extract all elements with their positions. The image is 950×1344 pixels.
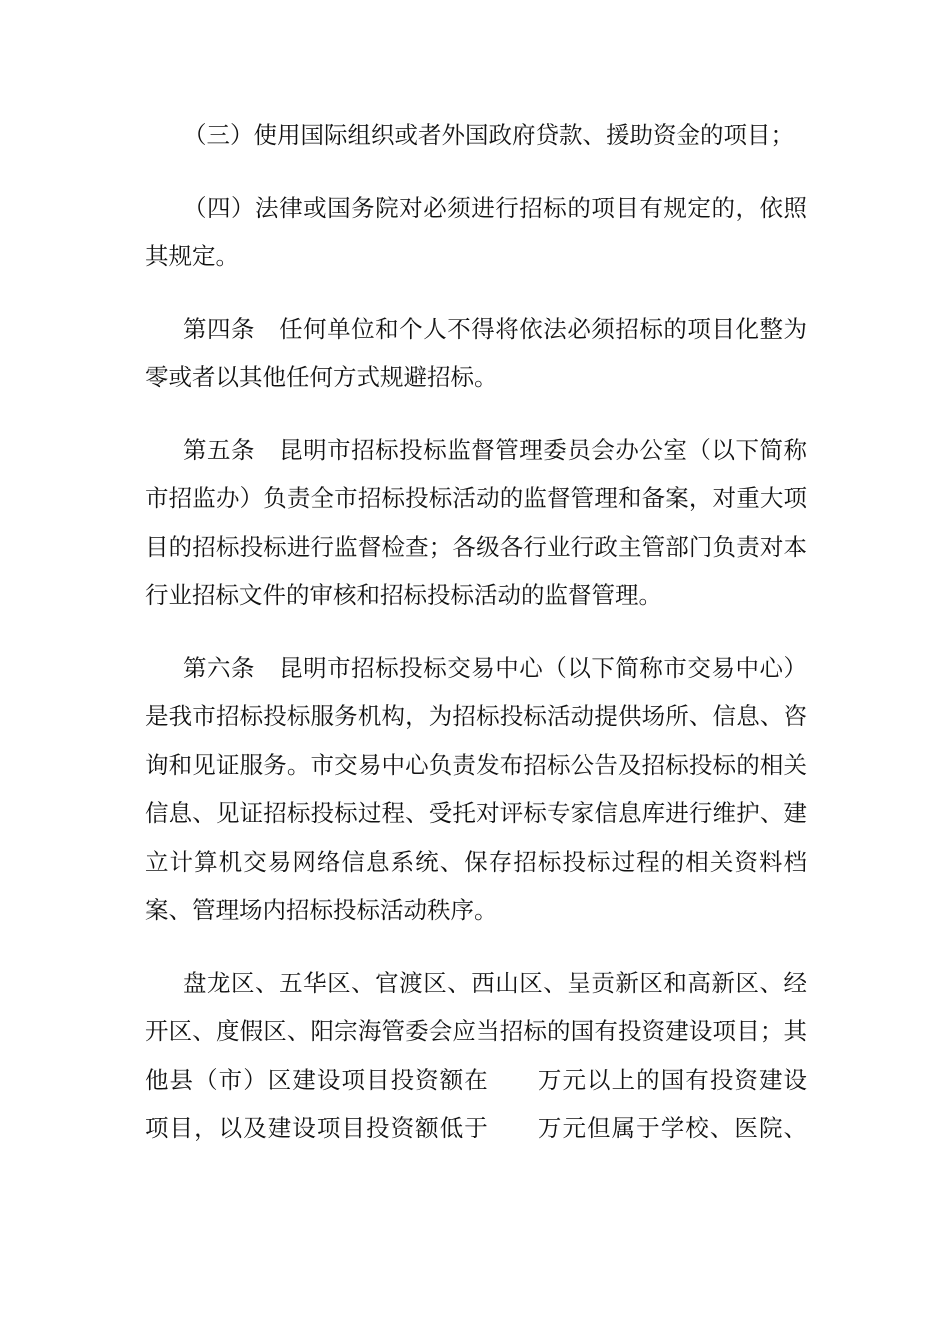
text-line: 询和见证服务。市交易中心负责发布招标公告及招标投标的相关 [145,750,807,779]
text-segment: 万元但属于学校、医院、 [536,1114,808,1142]
paragraph-article-4 [145,305,807,402]
paragraph-scope [145,959,807,1153]
text-line: 市招监办）负责全市招标投标活动的监督管理和备案，对重大项 [145,484,807,512]
text-line: 第四条 任何单位和个人不得将依法必须招标的项目化整为 [183,314,807,343]
text-line: 目的招标投标进行监督检查；各级各行业行政主管部门负责对本 [145,532,807,561]
text-line: 案、管理场内招标投标活动秩序。 [145,896,498,924]
text-line: 第五条 昆明市招标投标监督管理委员会办公室（以下简称 [183,435,807,464]
text-line-with-blank [145,1104,807,1153]
text-line-with-blank [145,1056,807,1105]
paragraph-item-4 [145,184,807,281]
paragraph-article-6 [145,644,807,935]
paragraph-article-5 [145,426,807,620]
text-line: 信息、见证招标投标过程、受托对评标专家信息库进行维护、建 [145,799,807,827]
text-segment: 万元以上的国有投资建设 [536,1065,808,1094]
text-line: 行业招标文件的审核和招标投标活动的监督管理。 [145,581,662,609]
text-line: （四）法律或国务院对必须进行招标的项目有规定的，依照 [183,193,807,222]
text-line: 开区、度假区、阳宗海管委会应当招标的国有投资建设项目；其 [145,1017,807,1045]
document-page [145,111,807,1153]
text-line: 零或者以其他任何方式规避招标。 [145,363,498,391]
text-line: （三）使用国际组织或者外国政府贷款、援助资金的项目； [183,121,794,149]
text-line: 其规定。 [145,242,239,270]
text-line: 第六条 昆明市招标投标交易中心（以下简称市交易中心） [183,653,807,682]
text-line: 立计算机交易网络信息系统、保存招标投标过程的相关资料档 [145,847,807,876]
text-line: 盘龙区、五华区、官渡区、西山区、呈贡新区和高新区、经 [183,968,807,997]
text-line: 是我市招标投标服务机构，为招标投标活动提供场所、信息、咨 [145,702,807,730]
text-segment: 项目，以及建设项目投资额低于 [145,1114,489,1142]
text-segment: 他县（市）区建设项目投资额在 [145,1065,489,1094]
paragraph-item-3 [145,111,807,160]
